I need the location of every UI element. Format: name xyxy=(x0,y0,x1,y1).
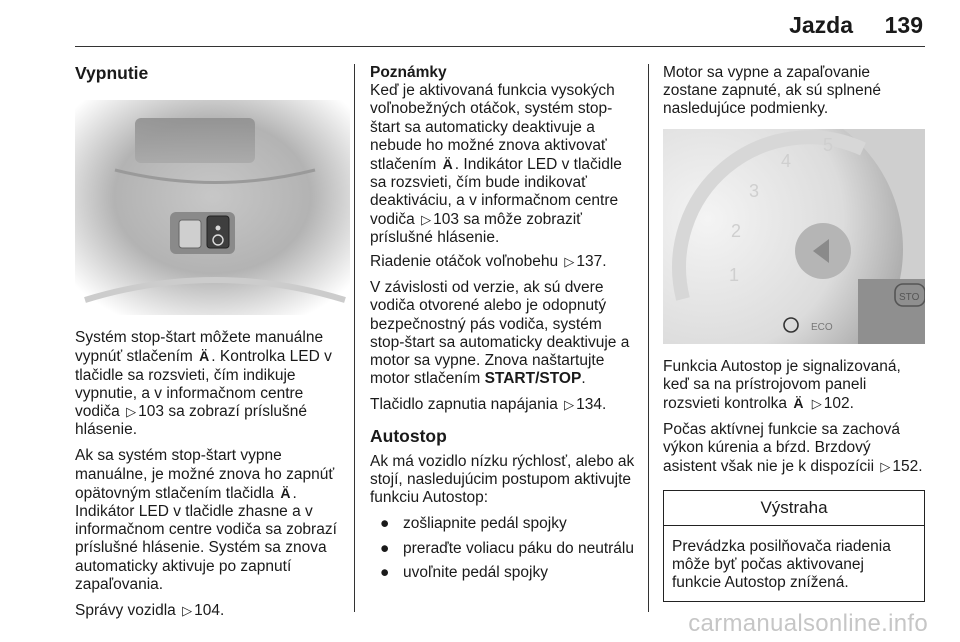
gauge-number: 2 xyxy=(731,220,742,241)
column-divider-1 xyxy=(354,64,355,612)
xref-link[interactable]: 103 xyxy=(138,403,164,421)
xref-arrow-icon: ▷ xyxy=(421,211,432,227)
xref-arrow-icon: ▷ xyxy=(564,397,575,413)
note-paragraph-1: Keď je aktivovaná funkcia vysokých voľnobežných otáčok, systém stop-štart sa automaticky deaktivuje a nebude ho možné znova aktivovať stlačením Ä . Indikátor LED v tlačidle sa rozsvieti, čím bude indikovať deaktiváciu, a v informačnom centre vodiča ▷ 103 sa môže zobraziť príslušné hlásenie. xyxy=(370,82,622,246)
paragraph-vypnutie-3: Správy vozidla ▷ 104. xyxy=(75,602,225,620)
heading-autostop: Autostop xyxy=(370,425,447,446)
warning-box xyxy=(663,490,925,602)
stop-start-switch-photo xyxy=(75,100,350,315)
column-2 xyxy=(370,64,635,588)
gauge-number: 3 xyxy=(749,180,760,201)
bullet-icon: ● xyxy=(380,515,390,533)
page-header xyxy=(75,0,925,47)
column-divider-2 xyxy=(648,64,649,612)
paragraph-doors-belt: V závislosti od verzie, ak sú dvere vodiča otvorené alebo je odopnutý bezpečnostný pás vodiča, systém stop-štart sa automaticky deaktivuje a motor sa vypne. Znova naštartujte motor stlačením START/STOP. xyxy=(370,279,630,388)
xref-link[interactable]: 137. xyxy=(576,253,607,271)
list-item: ● zošliapnite pedál spojky xyxy=(380,515,567,533)
xref-link[interactable]: 134. xyxy=(576,396,607,414)
xref-link[interactable]: 152. xyxy=(892,457,923,475)
autostop-steps xyxy=(370,515,635,582)
start-stop-label: START/STOP xyxy=(484,370,582,388)
xref-link[interactable]: 102. xyxy=(823,395,854,413)
list-item: ● preraďte voliacu páku do neutrálu xyxy=(380,539,634,557)
heading-vypnutie: Vypnutie xyxy=(75,63,149,83)
paragraph-vypnutie-1: Systém stop-štart môžete manuálne vypnúť stlačením Ä . Kontrolka LED v tlačidle sa rozsvieti, čím indikuje vypnutie, a v informačnom centre vodiča ▷ 103 sa zobrazí príslušné hlásenie. xyxy=(75,329,332,439)
xref-arrow-icon: ▷ xyxy=(880,458,891,474)
note-paragraph-2: Riadenie otáčok voľnobehu ▷ 137. xyxy=(370,253,607,271)
paragraph-autostop-conditions: Motor sa vypne a zapaľovanie zostane zapnuté, ak sú splnené nasledujúce podmienky. xyxy=(663,64,882,118)
column-1 xyxy=(75,64,350,628)
stop-start-icon: Ä xyxy=(442,156,453,173)
paragraph-autostop-intro: Ak má vozidlo nízku rýchlosť, alebo ak stojí, nasledujúcim postupom aktivujte funkciu Autostop: xyxy=(370,452,635,507)
note-title: Poznámky xyxy=(370,64,447,81)
autostop-indicator-icon: Ä xyxy=(793,395,804,412)
page-number: 139 xyxy=(884,12,923,38)
watermark: carmanualsonline.info xyxy=(688,610,928,637)
xref-arrow-icon: ▷ xyxy=(182,603,193,619)
warning-body: Prevádzka posilňovača riadenia môže byť počas aktivovanej funkcie Autostop znížená. xyxy=(672,538,891,592)
note-block xyxy=(370,64,635,271)
bullet-icon: ● xyxy=(380,563,390,581)
xref-link[interactable]: 104. xyxy=(194,602,225,620)
header-rule xyxy=(75,46,925,47)
paragraph-heating-brakes: Počas aktívnej funkcie sa zachová výkon kúrenia a bŕzd. Brzdový asistent však nie je k dispozícii ▷ 152. xyxy=(663,421,923,475)
stop-start-icon: Ä xyxy=(280,484,291,501)
xref-link[interactable]: 103 xyxy=(433,210,459,228)
section-title: Jazda xyxy=(789,12,853,38)
gauge-badge: STO xyxy=(899,291,920,303)
xref-arrow-icon: ▷ xyxy=(564,254,575,270)
gauge-number: 4 xyxy=(781,150,792,171)
bullet-icon: ● xyxy=(380,539,390,557)
xref-arrow-icon: ▷ xyxy=(126,404,137,420)
paragraph-autostop-signal: Funkcia Autostop je signalizovaná, keď sa na prístrojovom paneli rozsvieti kontrolka Ä ▷ 102. xyxy=(663,357,901,413)
eco-label: ECO xyxy=(811,321,833,333)
paragraph-vypnutie-2: Ak sa systém stop-štart vypne manuálne, je možné znova ho zapnúť opätovným stlačením tlačidla Ä . Indikátor LED v tlačidle zhasne a v informačnom centre vodiča sa zobrazí príslušné hlásenie. Systém sa znova automaticky aktivuje po zapnutí zapaľovania. xyxy=(75,447,337,593)
column-3 xyxy=(663,64,925,602)
paragraph-power-button: Tlačidlo zapnutia napájania ▷ 134. xyxy=(370,396,607,414)
xref-arrow-icon: ▷ xyxy=(811,396,822,412)
stop-start-icon: Ä xyxy=(199,348,210,365)
gauge-number: 5 xyxy=(823,134,834,155)
gauge-number: 1 xyxy=(729,264,740,285)
list-item: ● uvoľnite pedál spojky xyxy=(380,563,548,581)
instrument-cluster-photo xyxy=(663,129,925,344)
warning-title: Výstraha xyxy=(664,491,924,526)
